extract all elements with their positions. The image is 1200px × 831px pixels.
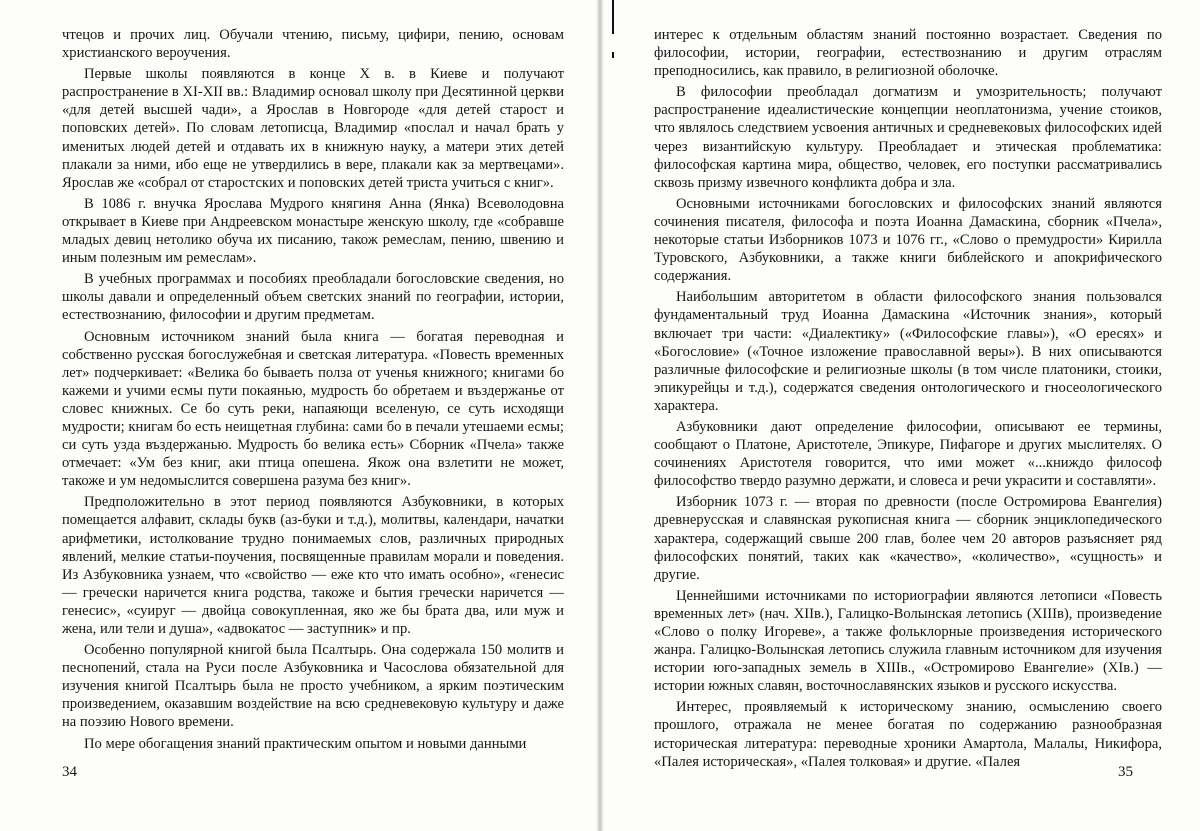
gutter-mark <box>612 52 614 58</box>
paragraph: В учебных программах и пособиях преобладали богословские сведения, но школы давали и определенный объем светских знаний по географии, истории, естествознанию, философии и другим предметам. <box>62 271 564 324</box>
paragraph: В 1086 г. внучка Ярослава Мудрого княгиня Анна (Янка) Всеволодовна открывает в Киеве при Андреевском монастыре женскую школу, где «собравше младых девиц нетолико обуча их писанию, також ремеслам, пению, швению и иным полезным им ремеслам». <box>62 195 564 267</box>
paragraph: Предположительно в этот период появляются Азбуковники, в которых помещается алфавит, склады букв (аз-буки и т.д.), молитвы, календари, начатки арифметики, истолкование трудно понимаемых слов, различных природных явлений, мелкие статьи-поучения, посвященные правилам морали и поведения. Из Азбуковника узнаем, что «свойство — еже кто что имать особно», «генесис — гречески наричется книга родства, такоже и бытия гречески наричется — генесис», «суируг — двойца совокупленная, яко же бы брата два, или муж и жена, или тели и душа», «адвокатос — заступник» и пр. <box>62 494 564 637</box>
paragraph: По мере обогащения знаний практическим опытом и новыми данными <box>84 735 527 752</box>
right-page <box>654 26 1162 774</box>
paragraph: чтецов и прочих лиц. Обучали чтению, письму, цифири, пению, основам христианского вероучения. <box>62 27 564 62</box>
paragraph: Интерес, проявляемый к историческому знанию, осмыслению своего прошлого, отражала не менее богатая по содержанию разнообразная историческая литература: переводные хроники Амартола, Малалы, Никифора, «Палея историческая», «Палея толковая» и другие. «Палея <box>654 699 1162 770</box>
paragraph: интерес к отдельным областям знаний постоянно возрастает. Сведения по философии, истории, географии, естествознанию и другим отраслям преподносились, как правило, в религиозной оболочке. <box>654 27 1162 80</box>
paragraph: Ценнейшими источниками по историографии являются летописи «Повесть временных лет» (нач. XIIв.), Галицко-Волынская летопись (XIIIв), произведение «Слово о полку Игореве», а также фольклорные произведения исторического жанра. Галицко-Волынская летопись служила главным источником для изучения истории юго-западных земель в XIIIв., «Остромирово Евангелие» (XIв.) — истории южных славян, восточнославянских языков и русского искусства. <box>654 587 1162 695</box>
gutter-mark <box>612 0 614 34</box>
paragraph: Основными источниками богословских и философских знаний являются сочинения писателя, философа и поэта Иоанна Дамаскина, сборник «Пчела», некоторые статьи Изборников 1073 и 1076 гг., «Слово о премудрости» Кирилла Туровского, Азбуковники, а также книги библейского и апокрифического содержания. <box>654 195 1162 285</box>
paragraph: Азбуковники дают определение философии, описывают ее термины, сообщают о Платоне, Аристотеле, Эпикуре, Пифагоре и других мыслителях. О сочинениях Аристотеля говорится, что ими может «...книждо философ философство твердо разумно держати, и словеса и речи украсити и составляти». <box>654 418 1162 490</box>
paragraph: Изборник 1073 г. — вторая по древности (после Остромирова Евангелия) древнерусская и славянская рукописная книга — сборник энциклопедического характера, содержащий свыше 200 глав, более чем 20 авторов разъясняет ряд философских понятий, таких как «качество», «количество», «сущность» и другие. <box>654 494 1162 583</box>
paragraph: Основным источником знаний была книга — богатая переводная и собственно русская богослужебная и светская литература. «Повесть временных лет» подчеркивает: «Велика бо бываеть полза от ученья книжного; книгами бо кажеми и учими есмы пути покаянью, мудрость бо обретаем и въздержанье от словес книжных. Се бо суть реки, напаяющи вселеную, се суть исходящи мудрости; книгам бо есть неищетная глубина: сами бо в печали утешаеми есмы; си суть узда въздержанью. Мудрость бо велика есть» Сборник «Пчела» также отмечает: «Ум без книг, аки птица опешена. Якож она взлетити не может, такоже и ум недомыслится совершена разума без книг». <box>62 328 564 490</box>
paragraph: Особенно популярной книгой была Псалтырь. Она содержала 150 молитв и песнопений, стала на Руси после Азбуковника и Часослова обязательной для изучения книгой Псалтырь была не просто учебником, а ярким поэтическим произведением, оказавшим воздействие на всю средневековую культуру и даже на поэзию Нового времени. <box>62 642 564 731</box>
paragraph: Первые школы появляются в конце X в. в Киеве и получают распространение в XI-XII вв.: Владимир основал школу при Десятинной церкви «для детей высшей чади», а Ярослав в Новгороде «для детей старост и поповских детей». По словам летописца, Владимир «послал и начал брать у именитых людей детей и отдавать их в книжную науку, а матери этих детей плакали за ними, ибо еще не утвердились в вере, плакали как за мертвецами». Ярослав же «собрал от старостских и поповских детей триста учиться с книг». <box>62 66 564 191</box>
book-gutter <box>596 0 604 831</box>
page-number: 35 <box>1118 764 1133 780</box>
left-page <box>62 26 564 756</box>
page-number: 34 <box>62 764 77 780</box>
paragraph: В философии преобладал догматизм и умозрительность; получают распространение идеалистические концепции неоплатонизма, учение стоиков, что являлось следствием усвоения античных и средневековых философских идей через византийскую культуру. Преобладает и этическая проблематика: философская картина мира, общество, человек, его поступки рассматривались сквозь призму извечного конфликта добра и зла. <box>654 84 1162 191</box>
paragraph: Наибольшим авторитетом в области философского знания пользовался фундаментальный труд Иоанна Дамаскина «Источник знания», который включает три части: «Диалектику» («Философские главы»), «О ересях» и «Богословие» («Точное изложение православной веры»). В них описываются различные философские и религиозные школы (в том числе платоники, стоики, эпикурейцы и т.д.), содержатся сведения онтологического и гносеологического характера. <box>654 289 1162 414</box>
